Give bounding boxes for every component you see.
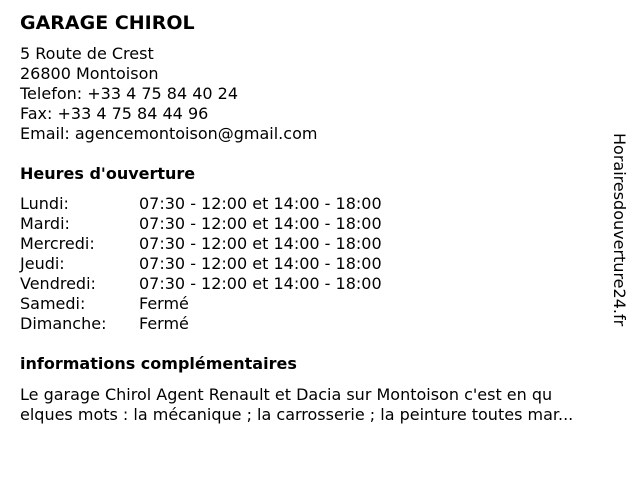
day-label: Mardi: [20, 214, 70, 233]
email-address: Email: agencemontoison@gmail.com [20, 124, 318, 143]
day-hours: 07:30 - 12:00 et 14:00 - 18:00 [139, 254, 382, 273]
address-street: 5 Route de Crest [20, 44, 154, 63]
contact-block [20, 44, 317, 144]
day-hours: Fermé [139, 294, 189, 313]
day-label: Vendredi: [20, 274, 96, 293]
day-hours: 07:30 - 12:00 et 14:00 - 18:00 [139, 214, 382, 233]
business-name: GARAGE CHIROL [20, 12, 195, 34]
fax-number: Fax: +33 4 75 84 44 96 [20, 104, 209, 123]
day-hours: 07:30 - 12:00 et 14:00 - 18:00 [139, 274, 382, 293]
address-city: 26800 Montoison [20, 64, 159, 83]
info-description [20, 385, 635, 425]
day-hours: 07:30 - 12:00 et 14:00 - 18:00 [139, 194, 382, 213]
day-label: Jeudi: [20, 254, 65, 273]
phone-number: Telefon: +33 4 75 84 40 24 [20, 84, 239, 103]
description-line: Le garage Chirol Agent Renault et Dacia sur Montoison c'est en qu [20, 385, 553, 404]
site-watermark: Horairesdouverture24.fr [610, 133, 629, 327]
description-line: elques mots : la mécanique ; la carrosserie ; la peinture toutes mar... [20, 405, 574, 424]
day-hours: 07:30 - 12:00 et 14:00 - 18:00 [139, 234, 382, 253]
info-heading: informations complémentaires [20, 354, 297, 373]
day-label: Samedi: [20, 294, 86, 313]
hours-heading: Heures d'ouverture [20, 164, 196, 183]
day-label: Dimanche: [20, 314, 107, 333]
day-label: Mercredi: [20, 234, 95, 253]
day-label: Lundi: [20, 194, 69, 213]
day-hours: Fermé [139, 314, 189, 333]
